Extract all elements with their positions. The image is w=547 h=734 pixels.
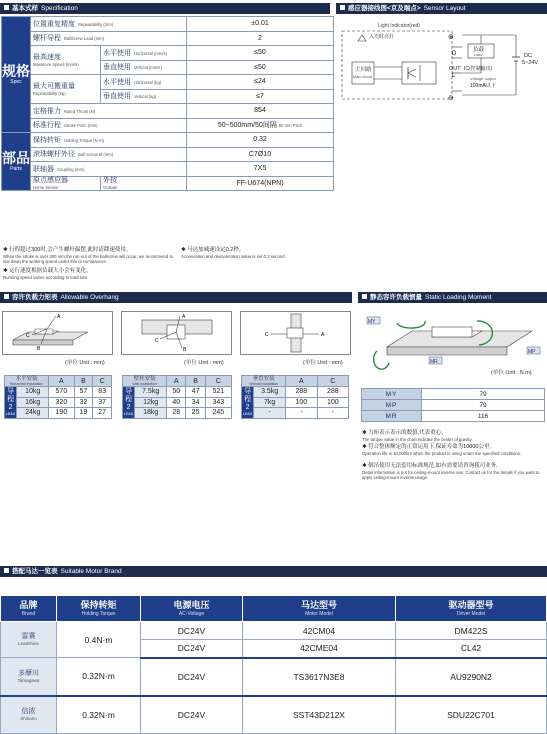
axis-c-label: C (265, 332, 269, 338)
terminal-plus: ⊕ (448, 33, 454, 41)
value-c: - (317, 408, 348, 419)
main-circuit-en-label: Main circuit (353, 75, 373, 79)
static-note-1: ✱ 力矩表示表示的数值,代表重心。 The torque value in the chart indicate the center of gravity. (362, 430, 473, 442)
speed-h-value: ≤50 (187, 46, 334, 61)
value-a: - (286, 408, 317, 419)
torque-cell: 0.32N·m (57, 658, 141, 696)
ic-label: IC(控制输出) (464, 66, 493, 72)
main-circuit-box (352, 62, 374, 84)
col-a: A (286, 376, 317, 387)
load-h-value: ≤24 (187, 75, 334, 90)
value-a: 190 (49, 408, 74, 419)
accuracy-label: 位置重复精度 Repeatability (mm) (31, 17, 187, 32)
load-v-label: 垂直使用 Vertical (kg) (101, 89, 187, 104)
static-note-3: ✱ 倒吊使用无法套用标准规范,如有需要请咨询我司业务。 Detail information is not for ceiling-mount inverse use. Contact us for the details if you want to apply ceiling-mount inverse usage. (362, 463, 540, 480)
horizontal-install-title: 水平安装 Horizontal Installation (5, 376, 49, 387)
value-a: 40 (167, 397, 186, 408)
load-label: 负载 (473, 47, 485, 53)
stroke-label: 标准行程 Stroke Pitch (mm) (31, 118, 187, 133)
value-a: 288 (286, 387, 317, 398)
horizontal-overhang-table (4, 375, 112, 419)
static-note-2: ✱ 符合整体额定的正常运用下,保证寿命为10000公里。 Operation life is 10,000km when the product is using under the specified conditions. (362, 444, 522, 456)
load-cell: 12kg (135, 397, 167, 408)
wall-overhang-table (122, 375, 232, 419)
mr-rotation-arrow (374, 351, 389, 369)
speed-h-label: 水平使用 Horizontal (mm/s) (101, 46, 187, 61)
axis-a-label: A (182, 314, 186, 320)
axis-my-label: MY (368, 319, 376, 325)
load-cell: 24kg (17, 408, 49, 419)
motor-model-cell: TS3617N3E8 (243, 658, 396, 696)
speed-v-value: ≤50 (187, 60, 334, 75)
value-b: 47 (186, 387, 205, 398)
motor-table (0, 595, 547, 734)
spec-group-label: 规格 Spec (2, 17, 31, 133)
horizontal-install-diagram (2, 311, 113, 355)
accuracy-value: ±0.01 (187, 17, 334, 32)
value-b: 57 (74, 387, 93, 398)
speed-v-label: 垂直使用 Vertical (mm/s) (101, 60, 187, 75)
value-c: 100 (317, 397, 348, 408)
value-b: 34 (186, 397, 205, 408)
static-header: 静态容许负载惯量 Static Loading Moment (358, 292, 547, 303)
screw-value: C7Ø10 (187, 147, 334, 162)
spec-note-1: ✱ 行程超过300时,会产生螺杆偏摆,此时请降速使用。 When the stroke is over 300 mm,the run-out of the ballscrew will occur. we recommend to low down the working speed under this circumstances. (3, 247, 174, 264)
axis-c-label: C (155, 338, 159, 344)
lead-label: 螺杆导程 BallScrew Lead (mm) (31, 31, 187, 46)
led-icon (358, 35, 366, 41)
value-c: 288 (317, 387, 348, 398)
motor-header: 搭配马达一览表 Suitable Motor Brand (0, 566, 547, 577)
value-b: 32 (74, 397, 93, 408)
spec-note-3: ✱ 马达加减速设定0.2秒。 Acceleration and desceleration value is set 0.2 second. (181, 247, 286, 259)
voltage-cell: DC24V (141, 622, 243, 640)
lead-cell: 导程 2 LEAD (124, 388, 134, 417)
torque-cell: 0.4N·m (57, 622, 141, 658)
wall-install-title: 壁挂安装 Wall Installation (123, 376, 167, 387)
overhang-unit-3: (单位 Unit : mm) (303, 360, 343, 366)
motor-model-cell: 42CM04 (243, 622, 396, 640)
value-c: 83 (93, 387, 112, 398)
motor-model-header: 马达型号 Motor Model (243, 596, 396, 622)
value-a: 570 (49, 387, 74, 398)
driver-model-cell: SDU22C701 (396, 696, 547, 734)
value-c: 37 (93, 397, 112, 408)
axis-a-label: A (321, 332, 325, 338)
main-circuit-label: 主回路 (355, 67, 372, 73)
driver-model-cell: CL42 (396, 640, 547, 658)
col-c: C (205, 376, 231, 387)
light-indicator-label: Light Indicator(red) (378, 23, 420, 29)
moment-value: 79 (422, 400, 545, 411)
terminal-out: OUT (449, 66, 461, 72)
motor-model-cell: 42CME04 (243, 640, 396, 658)
sensor-label: 原点感应器 Home Sensor (31, 176, 101, 191)
torque-header: 保持转矩 Holding Torque (57, 596, 141, 622)
moment-value: 116 (422, 411, 545, 422)
terminal-l: L (452, 73, 456, 79)
lead-value: 2 (187, 31, 334, 46)
driver-model-header: 驱动器型号 Driver Model (396, 596, 547, 622)
axis-c-label: C (26, 333, 30, 339)
spec-header: 基本式样 Specification (0, 3, 330, 14)
voltage-header: 电源电压 AC-Voltage (141, 596, 243, 622)
vertical-overhang-table (241, 375, 349, 419)
col-b: B (74, 376, 93, 387)
axis-a-label: A (57, 314, 61, 320)
brand-cell: 雷赛 Leadshine (1, 622, 57, 658)
value-a: 100 (286, 397, 317, 408)
driver-model-cell: AU9290N2 (396, 658, 547, 696)
dc-value: 5~24V (522, 60, 539, 66)
voltage-cell: DC24V (141, 696, 243, 734)
thrust-label: 定格推力 Rated Thrust (N) (31, 104, 187, 119)
ic-value: 100mA以下 (470, 83, 496, 89)
driver-model-cell: DM422S (396, 622, 547, 640)
value-c: 521 (205, 387, 231, 398)
axis-mp-label: MP (528, 349, 536, 355)
axis-b-label: B (183, 347, 187, 353)
terminal-d: D (452, 51, 457, 57)
voltage-cell: DC24V (141, 658, 243, 696)
torque-label: 保持转矩 Holding Torque (N·m) (31, 133, 187, 148)
col-a: A (167, 376, 186, 387)
lead-cell: 导程 2 LEAD (6, 388, 16, 417)
brand-header: 品牌 Brand (1, 596, 57, 622)
load-cell: 7kg (254, 397, 286, 408)
value-c: 245 (205, 408, 231, 419)
stroke-value: 50~500mm/50间隔 50 mm Pitch (187, 118, 334, 133)
load-en-label: Load (474, 53, 483, 57)
value-b: 25 (186, 408, 205, 419)
parts-group-label: 部品 Parts (2, 133, 31, 191)
static-moment-diagram (367, 307, 545, 367)
col-a: A (49, 376, 74, 387)
thrust-value: 854 (187, 104, 334, 119)
sensor-sub-label: 外按 Outside (101, 176, 187, 191)
load-cell: 10kg (17, 387, 49, 398)
wall-install-diagram (121, 311, 232, 355)
screw-label: 滚珠螺杆外径 Ball Screw Ø (mm) (31, 147, 187, 162)
col-c: C (93, 376, 112, 387)
value-a: 28 (167, 408, 186, 419)
static-unit: (单位 Unit : N.m) (491, 370, 532, 376)
spec-note-2: ✱ 运行速度根据负载大小会有变化。 Running speed varies according to load size. (3, 268, 92, 280)
load-cell: 7.5kg (135, 387, 167, 398)
load-cell: 16kg (17, 397, 49, 408)
overhang-unit-1: (单位 Unit : mm) (65, 360, 105, 366)
sensor-header: 感应器接线图<京及端点> Sensor Layout (336, 3, 547, 14)
sensor-wiring-diagram (338, 17, 547, 102)
voltage-cell: DC24V (141, 640, 243, 658)
moment-value: 79 (422, 389, 545, 400)
brand-cell: 多摩川 Tamagawa (1, 658, 57, 696)
col-b: B (186, 376, 205, 387)
sensor-value: FF-U674(NPN) (187, 176, 334, 191)
load-cell: - (254, 408, 286, 419)
vertical-install-title: 垂直安装 Vertical Installation (242, 376, 286, 387)
torque-value: 0.32 (187, 133, 334, 148)
load-label: 最大可搬重量 Repeatability (kg) (31, 75, 101, 104)
spec-table (1, 16, 334, 191)
brand-cell: 信浓 Shinano (1, 696, 57, 734)
moment-key: MY (362, 389, 422, 400)
axis-b-label: B (37, 346, 41, 352)
my-rotation-arrow (397, 321, 425, 328)
overhang-unit-2: (单位 Unit : mm) (184, 360, 224, 366)
load-v-value: ≤7 (187, 89, 334, 104)
lead-cell: 导程 2 LEAD (243, 388, 253, 417)
axis-mr-label: MR (430, 359, 438, 365)
output-circuit-box (402, 62, 436, 84)
moment-key: MR (362, 411, 422, 422)
load-h-label: 水平使用 Horizontal (kg) (101, 75, 187, 90)
value-b: 19 (74, 408, 93, 419)
moment-key: MP (362, 400, 422, 411)
load-cell: 3.5kg (254, 387, 286, 398)
overhang-header: 容许负载力矩表 Allowable Overhang (0, 292, 352, 303)
speed-label: 最高速度 Maximum Speed (mm/s) (31, 46, 101, 75)
load-cell: 18kg (135, 408, 167, 419)
col-c: C (317, 376, 348, 387)
coupling-value: 7X5 (187, 162, 334, 177)
torque-cell: 0.32N·m (57, 696, 141, 734)
static-moment-table (361, 388, 545, 422)
ic-en-label: Voltage output (470, 76, 496, 81)
coupling-label: 联轴器 Coupling (mm) (31, 162, 187, 177)
dc-label: DC (524, 53, 532, 59)
indicator-cn-label: 入光时亮灯 (369, 34, 395, 40)
value-c: 343 (205, 397, 231, 408)
value-a: 50 (167, 387, 186, 398)
motor-model-cell: SST43D212X (243, 696, 396, 734)
vertical-install-diagram (240, 311, 351, 355)
value-a: 320 (49, 397, 74, 408)
value-c: 27 (93, 408, 112, 419)
terminal-minus: ⊖ (448, 94, 454, 102)
